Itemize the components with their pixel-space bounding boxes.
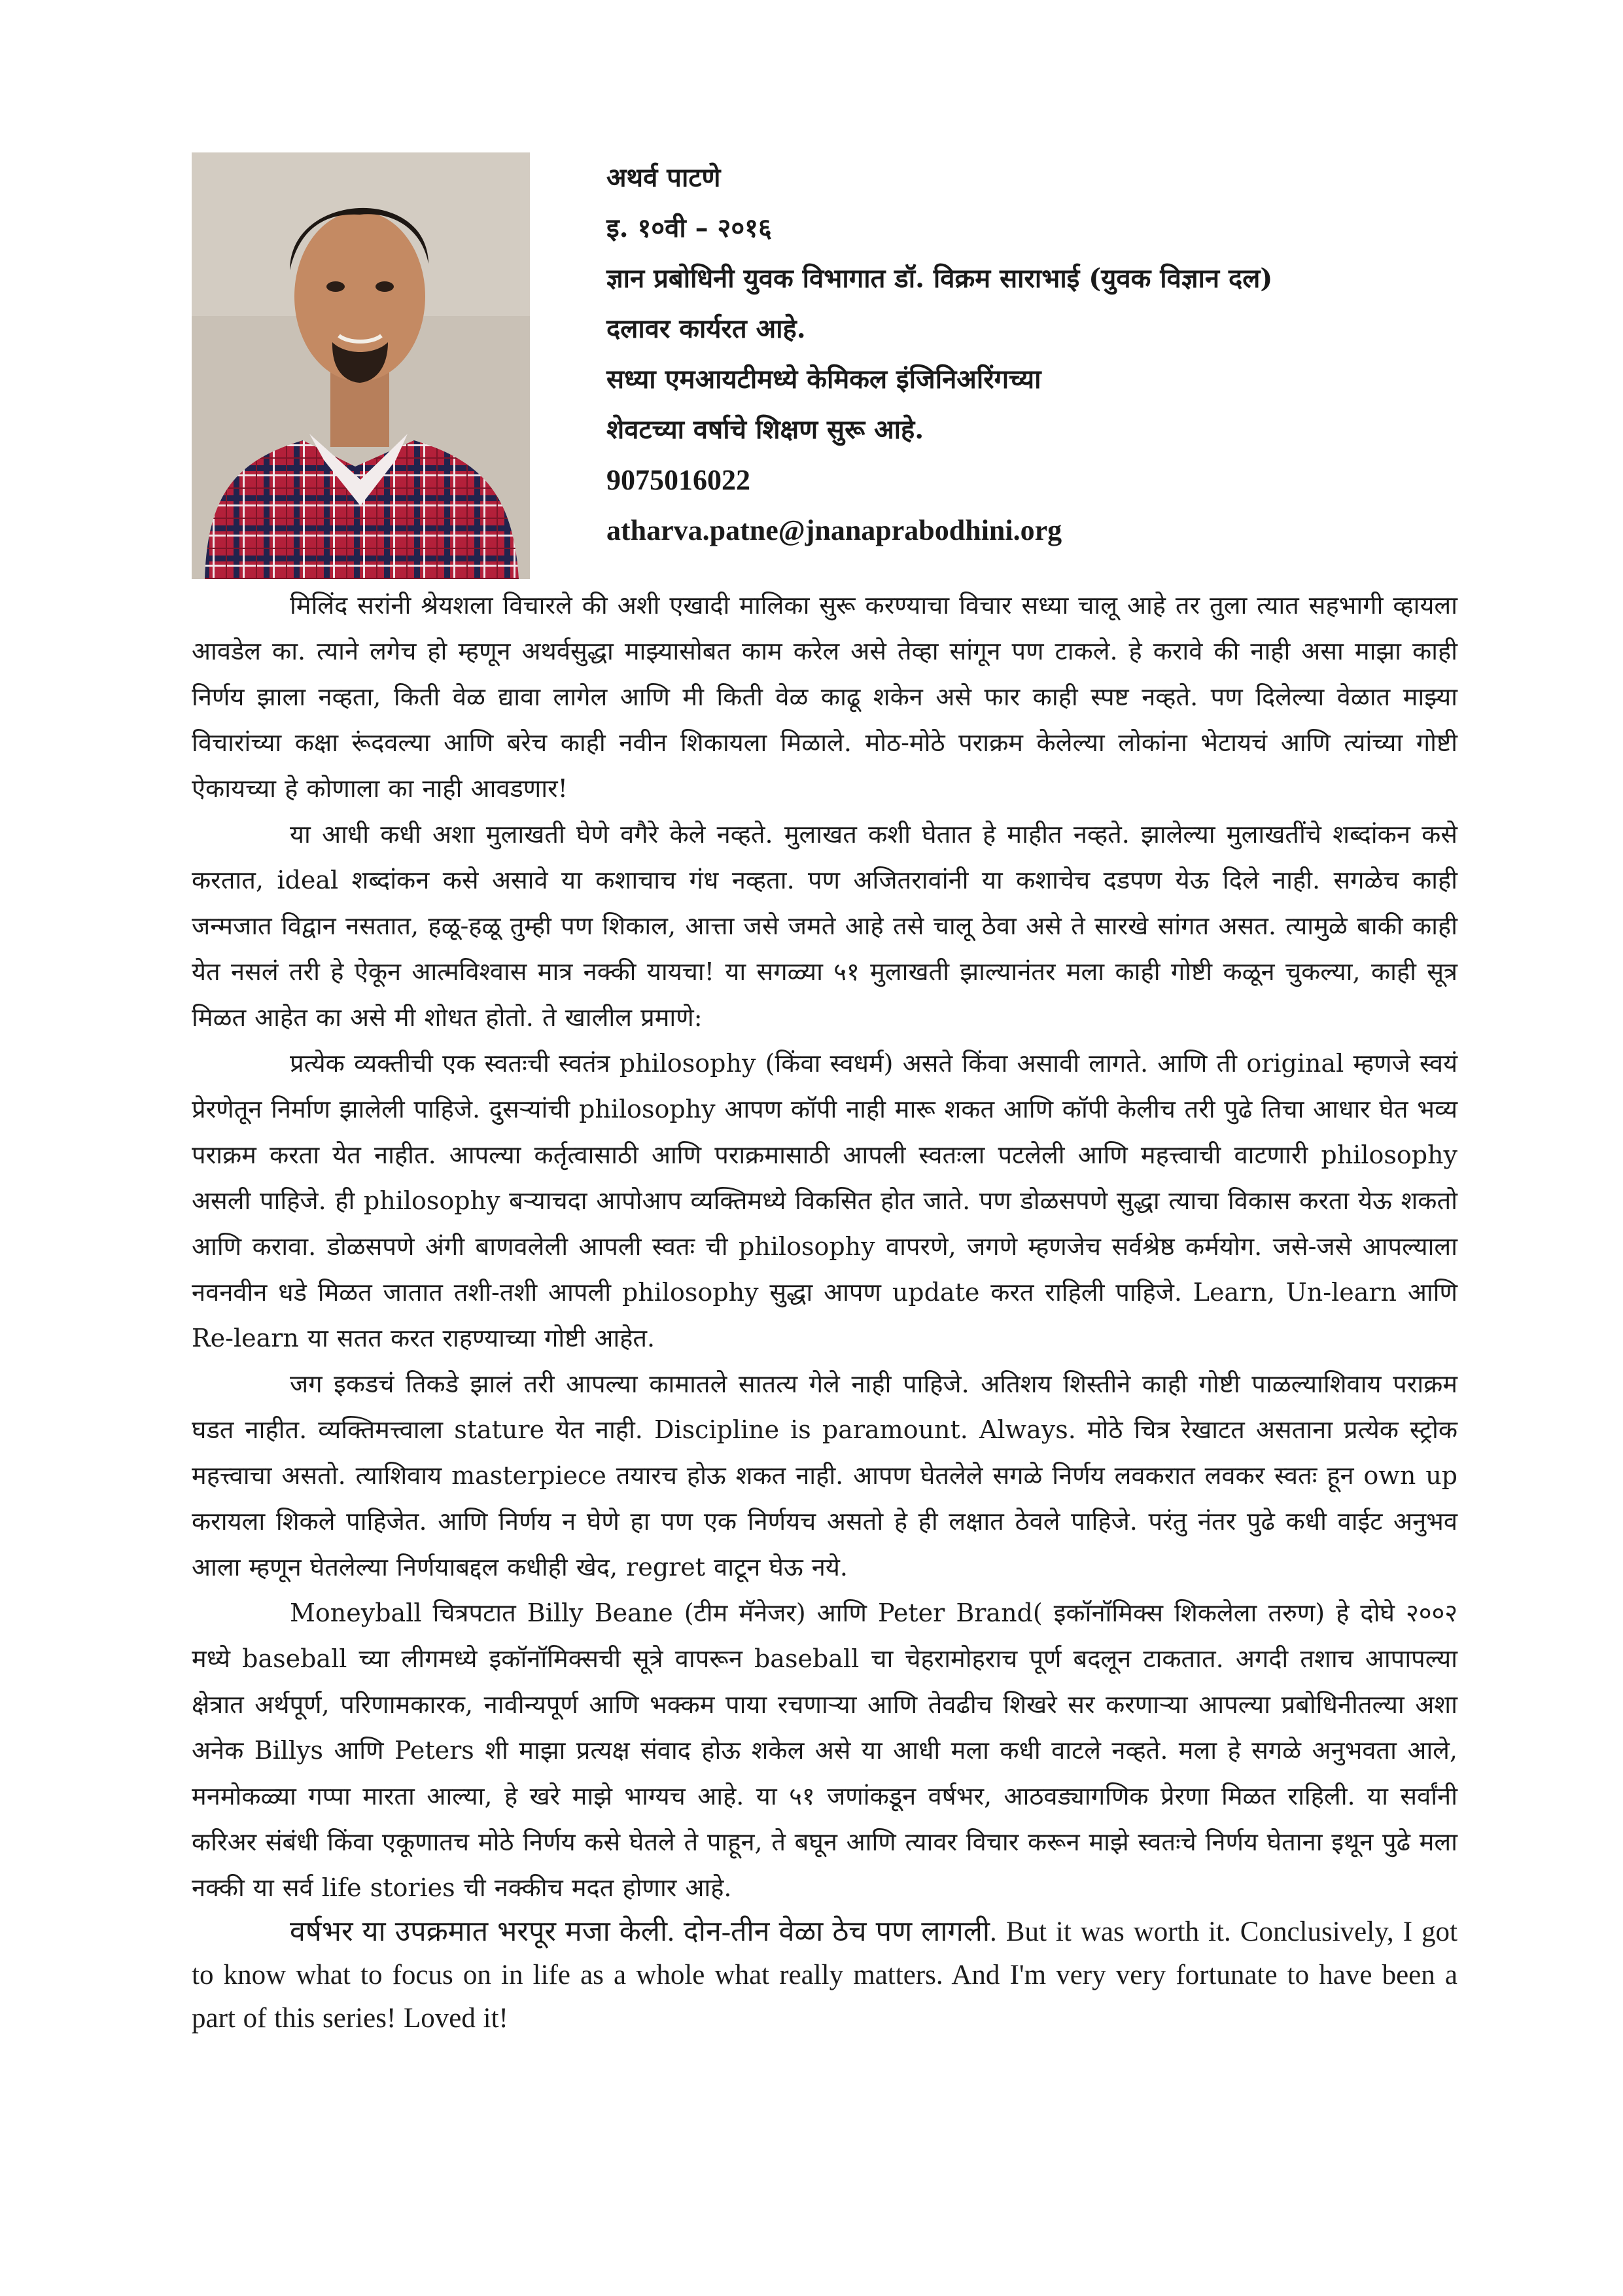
paragraph-3: प्रत्येक व्यक्तीची एक स्वतःची स्वतंत्र philosophy (किंवा स्वधर्म) असते किंवा असावी लागते. आणि ती original म्हणजे स्वयं प्रेरणेतून निर्माण झालेली पाहिजे. दुसऱ्यांची philosophy आपण कॉपी नाही मारू शकत आणि कॉपी केलीच तरी पुढे तिचा आधार घेत भव्य पराक्रम करता येत नाहीत. आपल्या कर्तृत्वासाठी आणि पराक्रमासाठी आपली स्वतःला पटलेली आणि महत्त्वाची वाटणारी philosophy असली पाहिजे. ही philosophy बऱ्याचदा आपोआप व्यक्तिमध्ये विकसित होत जाते. पण डोळसपणे सुद्धा त्याचा विकास करता येऊ शकतो आणि करावा. डोळसपणे अंगी बाणवलेली आपली स्वतः ची philosophy वापरणे, जगणे म्हणजेच सर्वश्रेष्ठ कर्मयोग. जसे-जसे आपल्याला नवनवीन धडे मिळत जातात तशी-तशी आपली philosophy सुद्धा आपण update करत राहिली पाहिजे. Learn, Un-learn आणि Re-learn या सतत करत राहण्याच्या गोष्टी आहेत. <box>192 1049 1457 1352</box>
article-body <box>192 582 1457 2040</box>
profile-study-line-1: सध्या एमआयटीमध्ये केमिकल इंजिनिअरिंगच्या <box>606 364 1041 395</box>
profile-phone: 9075016022 <box>606 464 750 496</box>
profile-email: atharva.patne@jnanaprabodhini.org <box>606 514 1062 546</box>
profile-study-line-2: शेवटच्या वर्षाचे शिक्षण सुरू आहे. <box>606 414 924 445</box>
profile-role-line-2: दलावर कार्यरत आहे. <box>606 313 806 344</box>
profile-details <box>606 152 1457 556</box>
paragraph-1: मिलिंद सरांनी श्रेयशला विचारले की अशी एखादी मालिका सुरू करण्याचा विचार सध्या चालू आहे तर तुला त्यात सहभागी व्हायला आवडेल का. त्याने लगेच हो म्हणून अथर्वसुद्धा माझ्यासोबत काम करेल असे तेव्हा सांगून पण टाकले. हे करावे की नाही असा माझा काही निर्णय झाला नव्हता, किती वेळ द्यावा लागेल आणि मी किती वेळ काढू शकेन असे फार काही स्पष्ट नव्हते. पण दिलेल्या वेळात माझ्या विचारांच्या कक्षा रूंदवल्या आणि बरेच काही नवीन शिकायला मिळाले. मोठ-मोठे पराक्रम केलेल्या लोकांना भेटायचं आणि त्यांच्या गोष्टी ऐकायच्या हे कोणाला का नाही आवडणार! <box>192 591 1457 803</box>
profile-role-line-1: ज्ञान प्रबोधिनी युवक विभागात डॉ. विक्रम साराभाई (युवक विज्ञान दल) <box>606 263 1273 294</box>
profile-photo <box>192 152 530 579</box>
profile-batch: इ. १०वी – २०१६ <box>606 213 772 243</box>
portrait-image <box>192 152 530 579</box>
profile-name: अथर्व पाटणे <box>606 162 721 193</box>
paragraph-2: या आधी कधी अशा मुलाखती घेणे वगैरे केले नव्हते. मुलाखत कशी घेतात हे माहीत नव्हते. झालेल्या मुलाखतींचे शब्दांकन कसे करतात, ideal शब्दांकन कसे असावे या कशाचाच गंध नव्हता. पण अजितरावांनी या कशाचेच दडपण येऊ दिले नाही. सगळेच काही जन्मजात विद्वान नसतात, हळू-हळू तुम्ही पण शिकाल, आत्ता जसे जमते आहे तसे चालू ठेवा असे ते सारखे सांगत असत. त्यामुळे बाकी काही येत नसलं तरी हे ऐकून आत्मविश्वास मात्र नक्की यायचा! या सगळ्या ५१ मुलाखती झाल्यानंतर मला काही गोष्टी कळून चुकल्या, काही सूत्र मिळत आहेत का असे मी शोधत होतो. ते खालील प्रमाणे: <box>192 820 1457 1032</box>
paragraph-4: जग इकडचं तिकडे झालं तरी आपल्या कामातले सातत्य गेले नाही पाहिजे. अतिशय शिस्तीने काही गोष्टी पाळल्याशिवाय पराक्रम घडत नाहीत. व्यक्तिमत्त्वाला stature येत नाही. Discipline is paramount. Always. मोठे चित्र रेखाटत असताना प्रत्येक स्ट्रोक महत्त्वाचा असतो. त्याशिवाय masterpiece तयारच होऊ शकत नाही. आपण घेतलेले सगळे निर्णय लवकरात लवकर स्वतः हून own up करायला शिकले पाहिजेत. आणि निर्णय न घेणे हा पण एक निर्णयच असतो हे ही लक्षात ठेवले पाहिजे. परंतु नंतर पुढे कधी वाईट अनुभव आला म्हणून घेतलेल्या निर्णयाबद्दल कधीही खेद, regret वाटून घेऊ नये. <box>192 1369 1457 1581</box>
paragraph-6: वर्षभर या उपक्रमात भरपूर मजा केली. दोन-तीन वेळा ठेच पण लागली. But it was worth it. Conclusively, I got to know what to focus on in life as a whole what really matters. And I'm very very fortunate to have been a part of this series! Loved it! <box>192 1916 1457 2034</box>
paragraph-5: Moneyball चित्रपटात Billy Beane (टीम मॅनेजर) आणि Peter Brand( इकॉनॉमिक्स शिकलेला तरुण) हे दोघे २००२ मध्ये baseball च्या लीगमध्ये इकॉनॉमिक्सची सूत्रे वापरून baseball चा चेहरामोहराच पूर्ण बदलून टाकतात. अगदी तशाच आपापल्या क्षेत्रात अर्थपूर्ण, परिणामकारक, नावीन्यपूर्ण आणि भक्कम पाया रचणाऱ्या आणि तेवढीच शिखरे सर करणाऱ्या आपल्या प्रबोधिनीतल्या अशा अनेक Billys आणि Peters शी माझा प्रत्यक्ष संवाद होऊ शकेल असे या आधी मला कधी वाटले नव्हते. मला हे सगळे अनुभवता आले, मनमोकळ्या गप्पा मारता आल्या, हे खरे माझे भाग्यच आहे. या ५१ जणांकडून वर्षभर, आठवड्यागणिक प्रेरणा मिळत राहिली. या सर्वांनी करिअर संबंधी किंवा एकूणातच मोठे निर्णय कसे घेतले ते पाहून, ते बघून आणि त्यावर विचार करून माझे स्वतःचे निर्णय घेताना इथून पुढे मला नक्की या सर्व life stories ची नक्कीच मदत होणार आहे. <box>192 1598 1457 1902</box>
